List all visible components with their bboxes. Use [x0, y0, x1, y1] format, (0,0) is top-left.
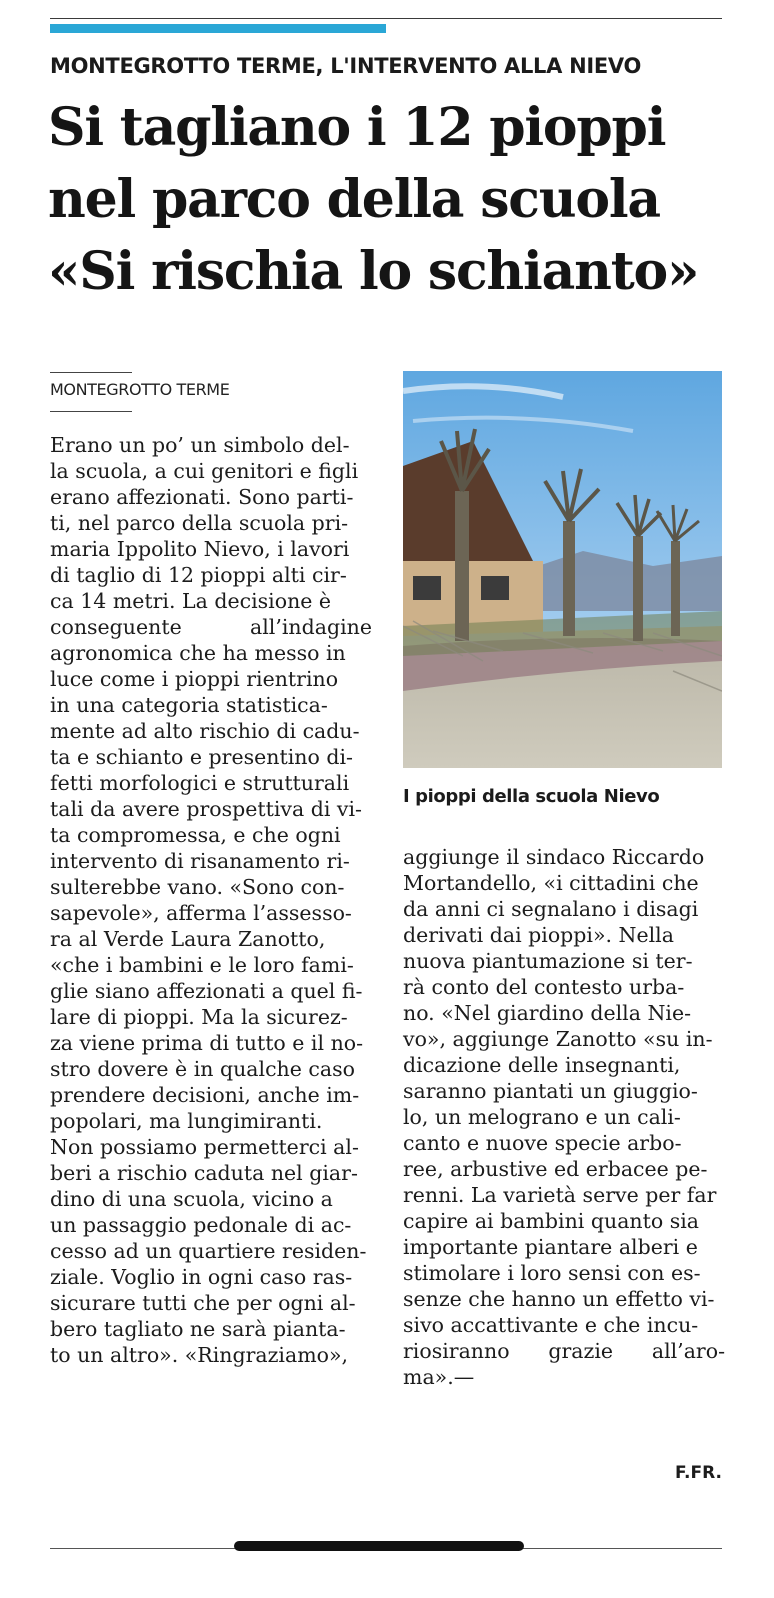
body-line: la scuola, a cui genitori e figli — [50, 459, 359, 483]
body-line: Mortandello, «i cittadini che — [403, 871, 699, 895]
body-line: sicurare tutti che per ogni al- — [50, 1291, 356, 1315]
body-line: popolari, ma lungimiranti. — [50, 1109, 323, 1133]
body-line: intervento di risanamento ri- — [50, 849, 350, 873]
body-line: dino di una scuola, vicino a — [50, 1187, 333, 1211]
photo-caption: I pioppi della scuola Nievo — [403, 786, 660, 807]
body-line: stro dovere è in qualche caso — [50, 1057, 355, 1081]
body-line: in una categoria statistica- — [50, 693, 328, 717]
body-line: to un altro». «Ringraziamo», — [50, 1343, 349, 1367]
body-line: ma».— — [403, 1365, 475, 1389]
body-line: bero tagliato ne sarà pianta- — [50, 1317, 346, 1341]
body-line: lare di pioppi. Ma la sicurez- — [50, 1005, 348, 1029]
body-line: erano affezionati. Sono parti- — [50, 485, 354, 509]
body-line: no. «Nel giardino della Nie- — [403, 1001, 692, 1025]
body-line: «che i bambini e le loro fami- — [50, 953, 354, 977]
headline — [48, 92, 738, 308]
body-line: senze che hanno un effetto vi- — [403, 1287, 715, 1311]
author-signature: F.FR. — [674, 1463, 722, 1483]
body-line: fetti morfologici e strutturali — [50, 771, 350, 795]
headline-line: nel parco della scuola — [48, 169, 660, 230]
body-line: ta e schianto e presentino di- — [50, 745, 353, 769]
body-line: saranno piantati un giuggio- — [403, 1079, 698, 1103]
body-line: riosiranno grazie all’aro- — [403, 1339, 725, 1363]
body-line: dicazione delle insegnanti, — [403, 1053, 681, 1077]
body-line: vo», aggiunge Zanotto «su in- — [403, 1027, 713, 1051]
body-line: sulterebbe vano. «Sono con- — [50, 875, 345, 899]
body-line: rà conto del contesto urba- — [403, 975, 685, 999]
body-line: ti, nel parco della scuola pri- — [50, 511, 349, 535]
section-accent-bar — [50, 24, 386, 33]
body-line: beri a rischio caduta nel giar- — [50, 1161, 358, 1185]
dateline: MONTEGROTTO TERME — [50, 380, 230, 399]
body-line: sapevole», afferma l’assesso- — [50, 901, 352, 925]
body-line: importante piantare alberi e — [403, 1235, 698, 1259]
top-rule — [50, 18, 722, 19]
body-line: nuova piantumazione si ter- — [403, 949, 693, 973]
headline-line: Si tagliano i 12 pioppi — [48, 97, 666, 158]
body-line: agronomica che ha messo in — [50, 641, 346, 665]
body-line: derivati dai pioppi». Nella — [403, 923, 674, 947]
body-line: di taglio di 12 pioppi alti cir- — [50, 563, 347, 587]
body-line: aggiunge il sindaco Riccardo — [403, 845, 705, 869]
body-line: canto e nuove specie arbo- — [403, 1131, 682, 1155]
body-line: maria Ippolito Nievo, i lavori — [50, 537, 350, 561]
article-photo — [403, 371, 722, 768]
body-column-left — [50, 432, 372, 1368]
body-line: za viene prima di tutto e il no- — [50, 1031, 364, 1055]
body-line: un passaggio pedonale di ac- — [50, 1213, 352, 1237]
body-line: ziale. Voglio in ogni caso ras- — [50, 1265, 353, 1289]
body-line: conseguente all’indagine — [50, 615, 372, 639]
body-line: cesso ad un quartiere residen- — [50, 1239, 367, 1263]
body-line: renni. La varietà serve per far — [403, 1183, 717, 1207]
kicker: MONTEGROTTO TERME, L'INTERVENTO ALLA NIEVO — [50, 54, 642, 78]
home-indicator[interactable] — [234, 1541, 524, 1551]
body-line: luce come i pioppi rientrino — [50, 667, 339, 691]
body-line: da anni ci segnalano i disagi — [403, 897, 699, 921]
dateline-rule-top — [50, 372, 132, 373]
body-line: sivo accattivante e che incu- — [403, 1313, 699, 1337]
body-line: prendere decisioni, anche im- — [50, 1083, 360, 1107]
body-line: glie siano affezionati a quel fi- — [50, 979, 363, 1003]
body-column-right — [403, 844, 725, 1390]
body-line: tali da avere prospettiva di vi- — [50, 797, 362, 821]
body-line: lo, un melograno e un cali- — [403, 1105, 681, 1129]
body-line: Erano un po’ un simbolo del- — [50, 433, 350, 457]
body-line: Non possiamo permetterci al- — [50, 1135, 359, 1159]
body-line: ta compromessa, e che ogni — [50, 823, 341, 847]
body-line: mente ad alto rischio di cadu- — [50, 719, 360, 743]
body-line: ree, arbustive ed erbacee pe- — [403, 1157, 708, 1181]
body-line: ca 14 metri. La decisione è — [50, 589, 332, 613]
body-line: ra al Verde Laura Zanotto, — [50, 927, 326, 951]
dateline-rule-bottom — [50, 411, 132, 412]
body-line: capire ai bambini quanto sia — [403, 1209, 700, 1233]
headline-line: «Si rischia lo schianto» — [48, 241, 699, 302]
body-line: stimolare i loro sensi con es- — [403, 1261, 701, 1285]
